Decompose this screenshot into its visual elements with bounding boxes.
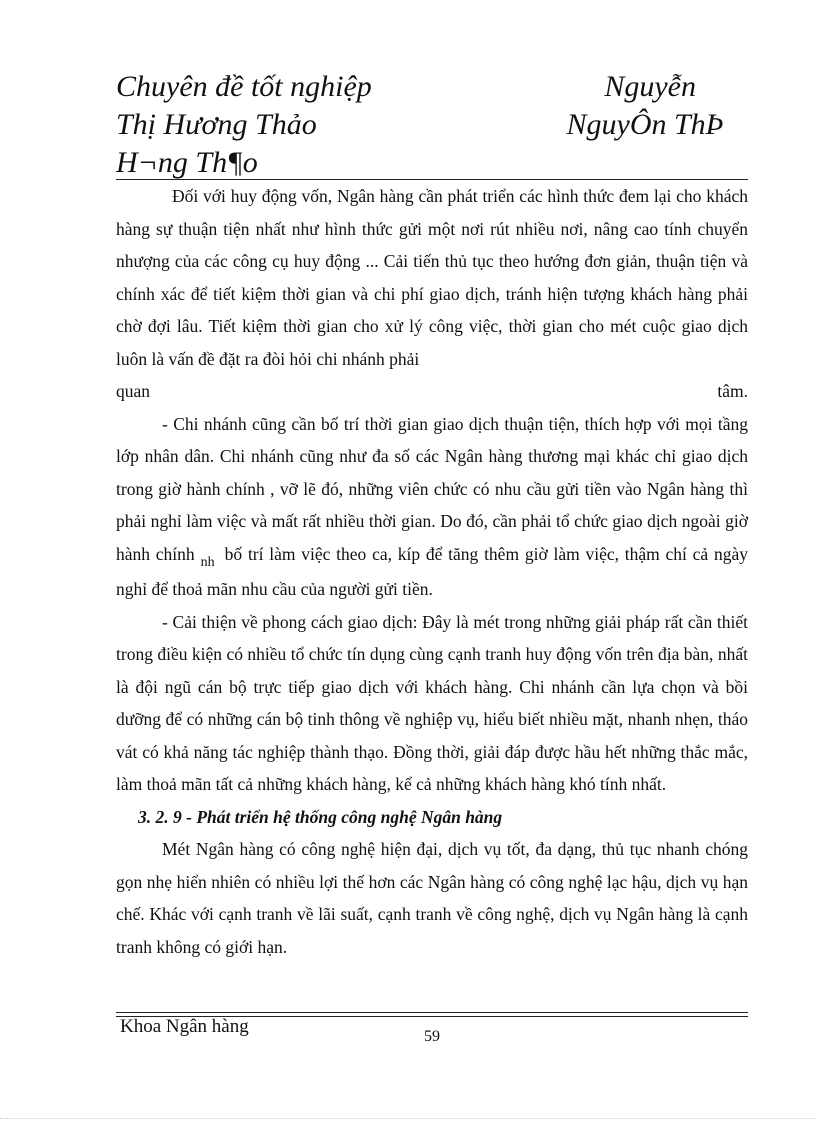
header-author-name-garbled-2: H¬ng Th¶o [116,146,258,179]
header-author-name-garbled: NguyÔn ThÞ [566,108,724,141]
paragraph-1-last-left: quan [116,381,151,401]
header-author-surname: Nguyễn [604,70,696,103]
page-header [116,68,748,182]
paragraph-1-last-right: tâm. [717,381,748,401]
page-number: 59 [424,1028,440,1045]
paragraph-2-part-a: - Chi nhánh cũng cần bố trí thời gian giao dịch thuận tiện, thích hợp với mọi tầng lớp nhân dân. Chi nhánh cũng như đa số các Ngân hàng thương mại khác chỉ giao dịch trong giờ hành chính , vỡ lẽ đó, những viên chức có nhu cầu gửi tiền vào Ngân hàng thì phải nghỉ làm việc và mất rất nhiều thời gian. Do đó, cần phải tổ chức giao dịch ngoài giờ hành chính [116,413,748,564]
page-bottom-dotted-border [0,1118,816,1119]
document-body [116,180,748,963]
paragraph-2-part-b: bố trí làm việc theo ca, kíp để tăng thêm giờ làm việc, thậm chí cả ngày nghỉ để thoả mãn nhu cầu của người gửi tiền. [116,543,748,599]
header-row-2 [116,106,748,144]
paragraph-2-small-text: nh [200,554,215,570]
header-row-1 [116,68,748,106]
paragraph-4: Mét Ngân hàng có công nghệ hiện đại, dịch vụ tốt, đa dạng, thủ tục nhanh chóng gọn nhẹ hiển nhiên có nhiều lợi thế hơn các Ngân hàng có công nghệ lạc hậu, dịch vụ hạn chế. Khác với cạnh tranh về lãi suất, cạnh tranh về công nghệ, dịch vụ Ngân hàng là cạnh tranh không có giới hạn. [116,839,748,957]
header-author-name: Thị Hương Thảo [116,108,317,141]
section-heading: 3. 2. 9 - Phát triển hệ thống công nghệ Ngân hàng [138,806,503,827]
paragraph-1: Đối với huy động vốn, Ngân hàng cần phát triển các hình thức đem lại cho khách hàng sự thuận tiện nhất như hình thức gửi một nơi rút nhiều nơi, nâng cao tính chuyển nhượng của các công cụ huy động ... Cải tiến thủ tục theo hướng đơn giản, thuận tiện và chính xác để tiết kiệm thời gian và chi phí giao dịch, tránh hiện tượng khách hàng phải chờ đợi lâu. Tiết kiệm thời gian cho xử lý công việc, thời gian cho mét cuộc giao dịch luôn là vấn đề đặt ra đòi hỏi chi nhánh phải [116,186,748,369]
header-title: Chuyên đề tốt nghiệp [116,70,372,103]
paragraph-2 [116,408,748,606]
paragraph-3: - Cải thiện về phong cách giao dịch: Đây là mét trong những giải pháp rất cần thiết trong điều kiện có nhiều tổ chức tín dụng cùng cạnh tranh huy động vốn trên địa bàn, nhất là đội ngũ cán bộ trực tiếp giao dịch với khách hàng. Chi nhánh cần lựa chọn và bồi dưỡng để có những cán bộ tinh thông về nghiệp vụ, hiểu biết nhiều mặt, nhanh nhẹn, tháo vát có khả năng tác nghiệp thành thạo. Đồng thời, giải đáp được hầu hết những thắc mắc, làm thoả mãn tất cả những khách hàng, kể cả những khách hàng khó tính nhất. [116,611,748,794]
footer-department: Khoa Ngân hàng [120,1016,249,1037]
paragraph-1-last-line [116,375,748,408]
header-row-3 [116,144,748,182]
footer-divider-top [116,1012,748,1013]
